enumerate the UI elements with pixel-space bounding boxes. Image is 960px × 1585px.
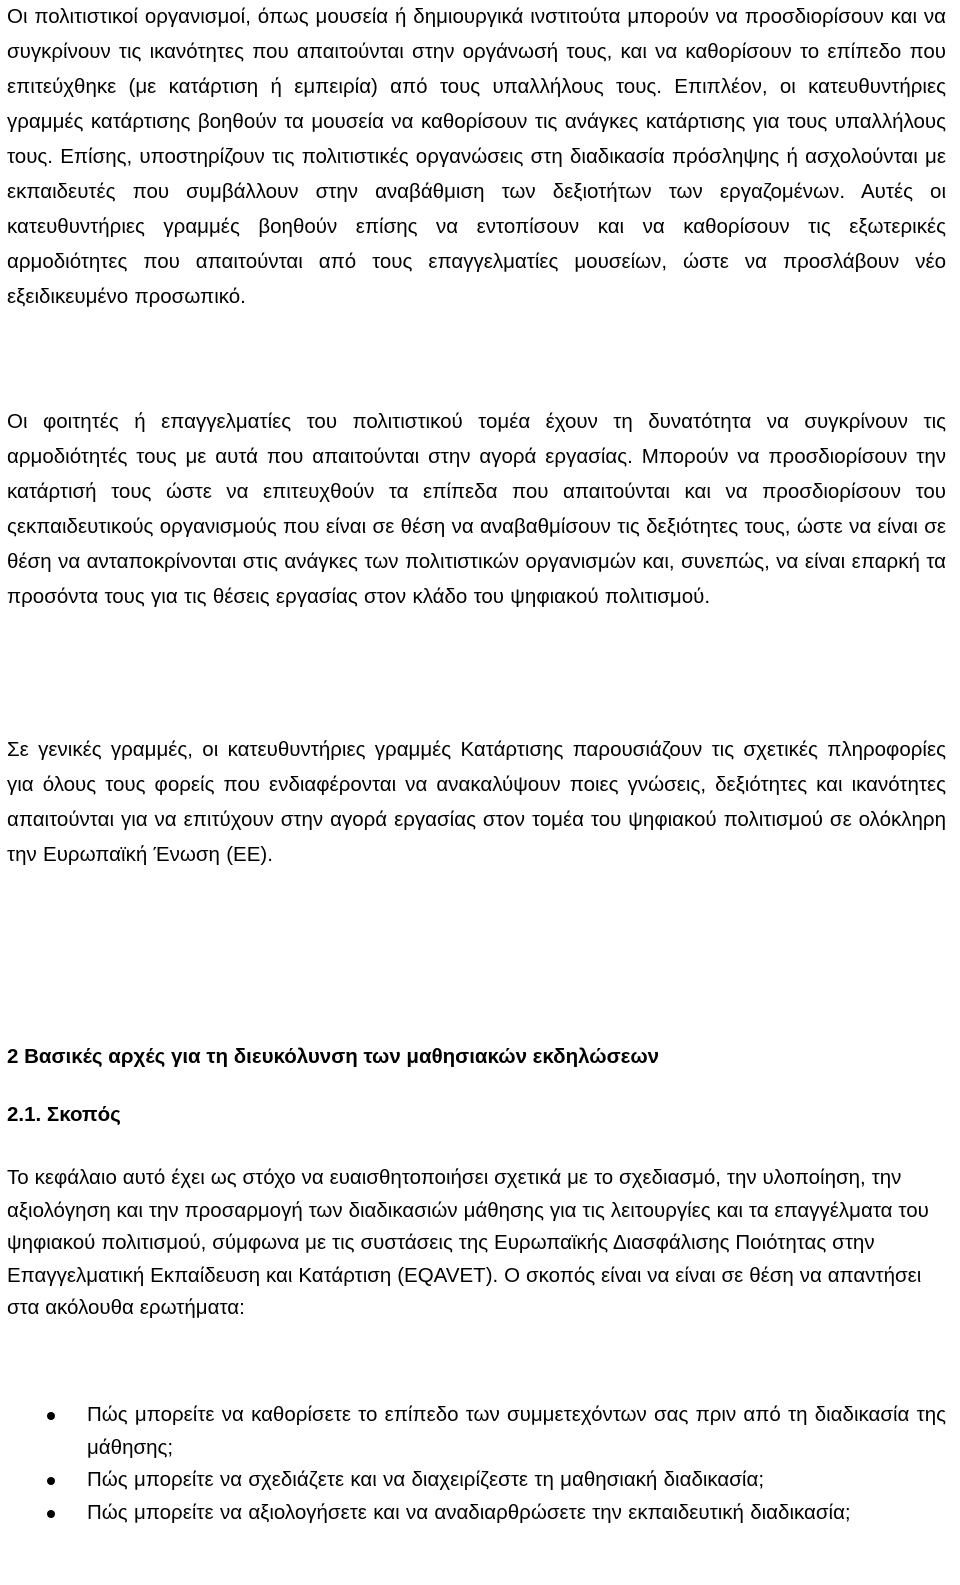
list-item xyxy=(7,1464,946,1497)
list-item xyxy=(7,1497,946,1530)
bullet-icon xyxy=(47,1477,55,1485)
paragraph-cultural-organizations: Οι πολιτιστικοί οργανισμοί, όπως μουσεία ή δημιουργικά ινστιτούτα μπορούν να προσδιορίσουν και να συγκρίνουν τις ικανότητες που απαιτούνται στην οργάνωσή τους, και να καθορίσουν το επίπεδο που επιτεύχθηκε (με κατάρτιση ή εμπειρία) από τους υπαλλήλους τους. Επιπλέον, οι κατευθυντήριες γραμμές κατάρτισης βοηθούν τα μουσεία να καθορίσουν τις ανάγκες κατάρτισης για τους υπαλλήλους τους. Επίσης, υποστηρίζουν τις πολιτιστικές οργανώσεις στη διαδικασία πρόσληψης ή ασχολούνται με εκπαιδευτές που συμβάλλουν στην αναβάθμιση των δεξιοτήτων των εργαζομένων. Αυτές οι κατευθυντήριες γραμμές βοηθούν επίσης να εντοπίσουν και να καθορίσουν τις εξωτερικές αρμοδιότητες που απαιτούνται από τους επαγγελματίες μουσείων, ώστε να προσλάβουν νέο εξειδικευμένο προσωπικό. xyxy=(7,5,946,308)
list-item-text: Πώς μπορείτε να σχεδιάζετε και να διαχειρίζεστε τη μαθησιακή διαδικασία; xyxy=(87,1468,765,1491)
question-list xyxy=(7,1399,946,1529)
list-item xyxy=(7,1399,946,1464)
section-heading: 2 Βασικές αρχές για τη διευκόλυνση των μαθησιακών εκδηλώσεων xyxy=(7,1045,660,1068)
paragraph-chapter-purpose: Το κεφάλαιο αυτό έχει ως στόχο να ευαισθητοποιήσει σχετικά με το σχεδιασμό, την υλοποίηση, την αξιολόγηση και την προσαρμογή των διαδικασιών μάθησης για τις λειτουργίες και τα επαγγέλματα του ψηφιακού πολιτισμού, σύμφωνα με τις συστάσεις της Ευρωπαϊκής Διασφάλισης Ποιότητας στην Επαγγελματική Εκπαίδευση και Κατάρτιση (EQAVET). Ο σκοπός είναι να είναι σε θέση να απαντήσει στα ακόλουθα ερωτήματα: xyxy=(7,1166,929,1319)
bullet-icon xyxy=(47,1412,55,1420)
bullet-icon xyxy=(47,1510,55,1518)
subsection-heading: 2.1. Σκοπός xyxy=(7,1103,121,1126)
paragraph-general-guidelines: Σε γενικές γραμμές, οι κατευθυντήριες γραμμές Κατάρτισης παρουσιάζουν τις σχετικές πληροφορίες για όλους τους φορείς που ενδιαφέρονται να ανακαλύψουν ποιες γνώσεις, δεξιότητες και ικανότητες απαιτούνται για να επιτύχουν στην αγορά εργασίας στον τομέα του ψηφιακού πολιτισμού σε ολόκληρη την Ευρωπαϊκή Ένωση (ΕΕ). xyxy=(7,738,946,866)
list-item-text: Πώς μπορείτε να αξιολογήσετε και να αναδιαρθρώσετε την εκπαιδευτική διαδικασία; xyxy=(87,1500,851,1524)
paragraph-students-professionals: Οι φοιτητές ή επαγγελματίες του πολιτιστικού τομέα έχουν τη δυνατότητα να συγκρίνουν τις αρμοδιότητές τους με αυτά που απαιτούνται στην αγορά εργασίας. Μπορούν να προσδιορίσουν την κατάρτισή τους ώστε να επιτευχθούν τα επίπεδα που απαιτούνται και να προσδιορίσουν του ςεκπαιδευτικούς οργανισμούς που είναι σε θέση να αναβαθμίσουν τις δεξιότητες τους, ώστε να είναι σε θέση να ανταποκρίνονται στις ανάγκες των πολιτιστικών οργανισμών και, συνεπώς, να είναι επαρκή τα προσόντα τους για τις θέσεις εργασίας στον κλάδο του ψηφιακού πολιτισμού. xyxy=(7,410,946,608)
list-item-text: Πώς μπορείτε να καθορίσετε το επίπεδο των συμμετεχόντων σας πριν από τη διαδικασία της μάθησης; xyxy=(87,1403,946,1459)
